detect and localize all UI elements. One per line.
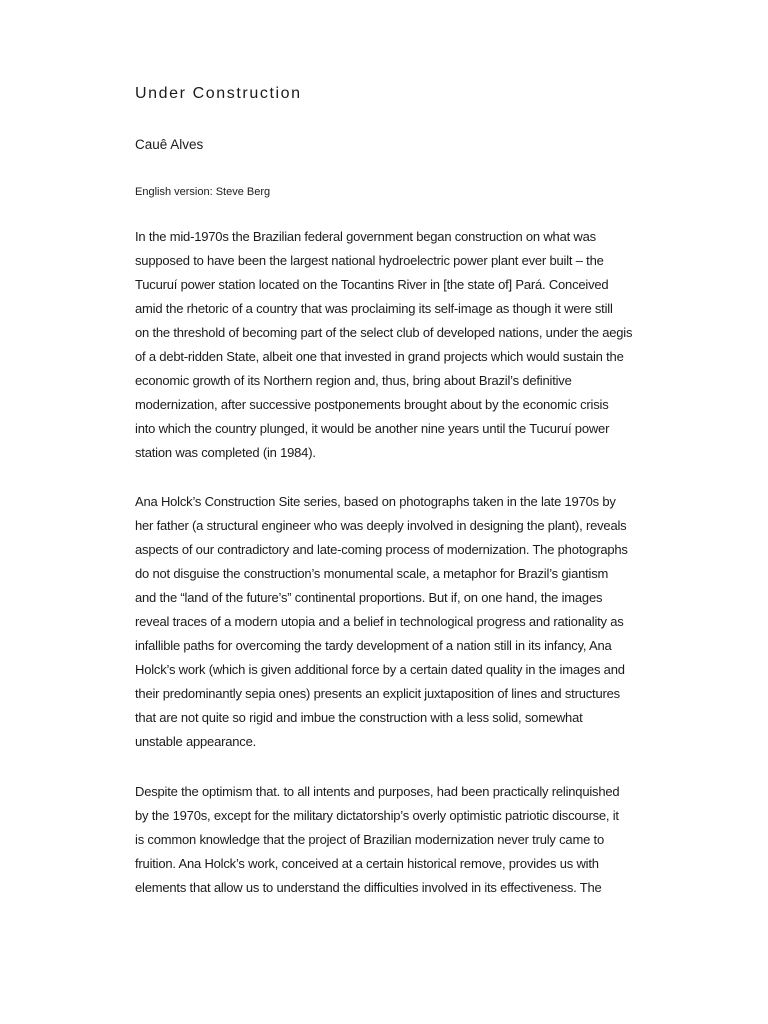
paragraph-line: Tucuruí power station located on the Tocantins River in [the state of] Pará. Conceived: [135, 277, 609, 292]
paragraph-line: In the mid-1970s the Brazilian federal government began construction on what was: [135, 229, 596, 244]
paragraph-line: of a debt-ridden State, albeit one that invested in grand projects which would sustain the: [135, 349, 624, 364]
paragraph-line: by the 1970s, except for the military dictatorship’s overly optimistic patriotic discourse, it: [135, 808, 619, 823]
paragraph-line: fruition. Ana Holck’s work, conceived at a certain historical remove, provides us with: [135, 856, 599, 871]
paragraph-line: on the threshold of becoming part of the select club of developed nations, under the aegis: [135, 325, 633, 340]
body-paragraph: [135, 225, 632, 465]
paragraph-line: is common knowledge that the project of Brazilian modernization never truly came to: [135, 832, 604, 847]
paragraph-line: that are not quite so rigid and imbue the construction with a less solid, somewhat: [135, 710, 583, 725]
body-paragraph: [135, 780, 619, 900]
paragraph-line: station was completed (in 1984).: [135, 445, 316, 460]
paragraph-line: reveal traces of a modern utopia and a belief in technological progress and rationality as: [135, 614, 624, 629]
paragraph-line: elements that allow us to understand the difficulties involved in its effectiveness. The: [135, 880, 602, 895]
paragraph-line: do not disguise the construction’s monumental scale, a metaphor for Brazil’s giantism: [135, 566, 609, 581]
document-title: Under Construction: [135, 85, 302, 102]
paragraph-line: Holck’s work (which is given additional force by a certain dated quality in the images and: [135, 662, 625, 677]
paragraph-line: amid the rhetoric of a country that was proclaiming its self-image as though it were still: [135, 301, 613, 316]
body-paragraph: [135, 490, 628, 754]
paragraph-line: her father (a structural engineer who was deeply involved in designing the plant), reveals: [135, 518, 627, 533]
paragraph-line: into which the country plunged, it would be another nine years until the Tucuruí power: [135, 421, 610, 436]
paragraph-line: modernization, after successive postponements brought about by the economic crisis: [135, 397, 609, 412]
paragraph-line: and the “land of the future’s” continental proportions. But if, on one hand, the images: [135, 590, 603, 605]
paragraph-line: Despite the optimism that. to all intents and purposes, had been practically relinquished: [135, 784, 620, 799]
paragraph-line: Ana Holck’s Construction Site series, based on photographs taken in the late 1970s by: [135, 494, 616, 509]
author-name: Cauê Alves: [135, 137, 204, 152]
paragraph-line: supposed to have been the largest national hydroelectric power plant ever built – the: [135, 253, 604, 268]
paragraph-line: unstable appearance.: [135, 734, 257, 749]
paragraph-line: economic growth of its Northern region and, thus, bring about Brazil’s definitive: [135, 373, 572, 388]
translator-credit: English version: Steve Berg: [135, 186, 271, 198]
paragraph-line: infallible paths for overcoming the tardy development of a nation still in its infancy, Ana: [135, 638, 612, 653]
paragraph-line: aspects of our contradictory and late-coming process of modernization. The photographs: [135, 542, 628, 557]
paragraph-line: their predominantly sepia ones) presents an explicit juxtaposition of lines and structures: [135, 686, 620, 701]
